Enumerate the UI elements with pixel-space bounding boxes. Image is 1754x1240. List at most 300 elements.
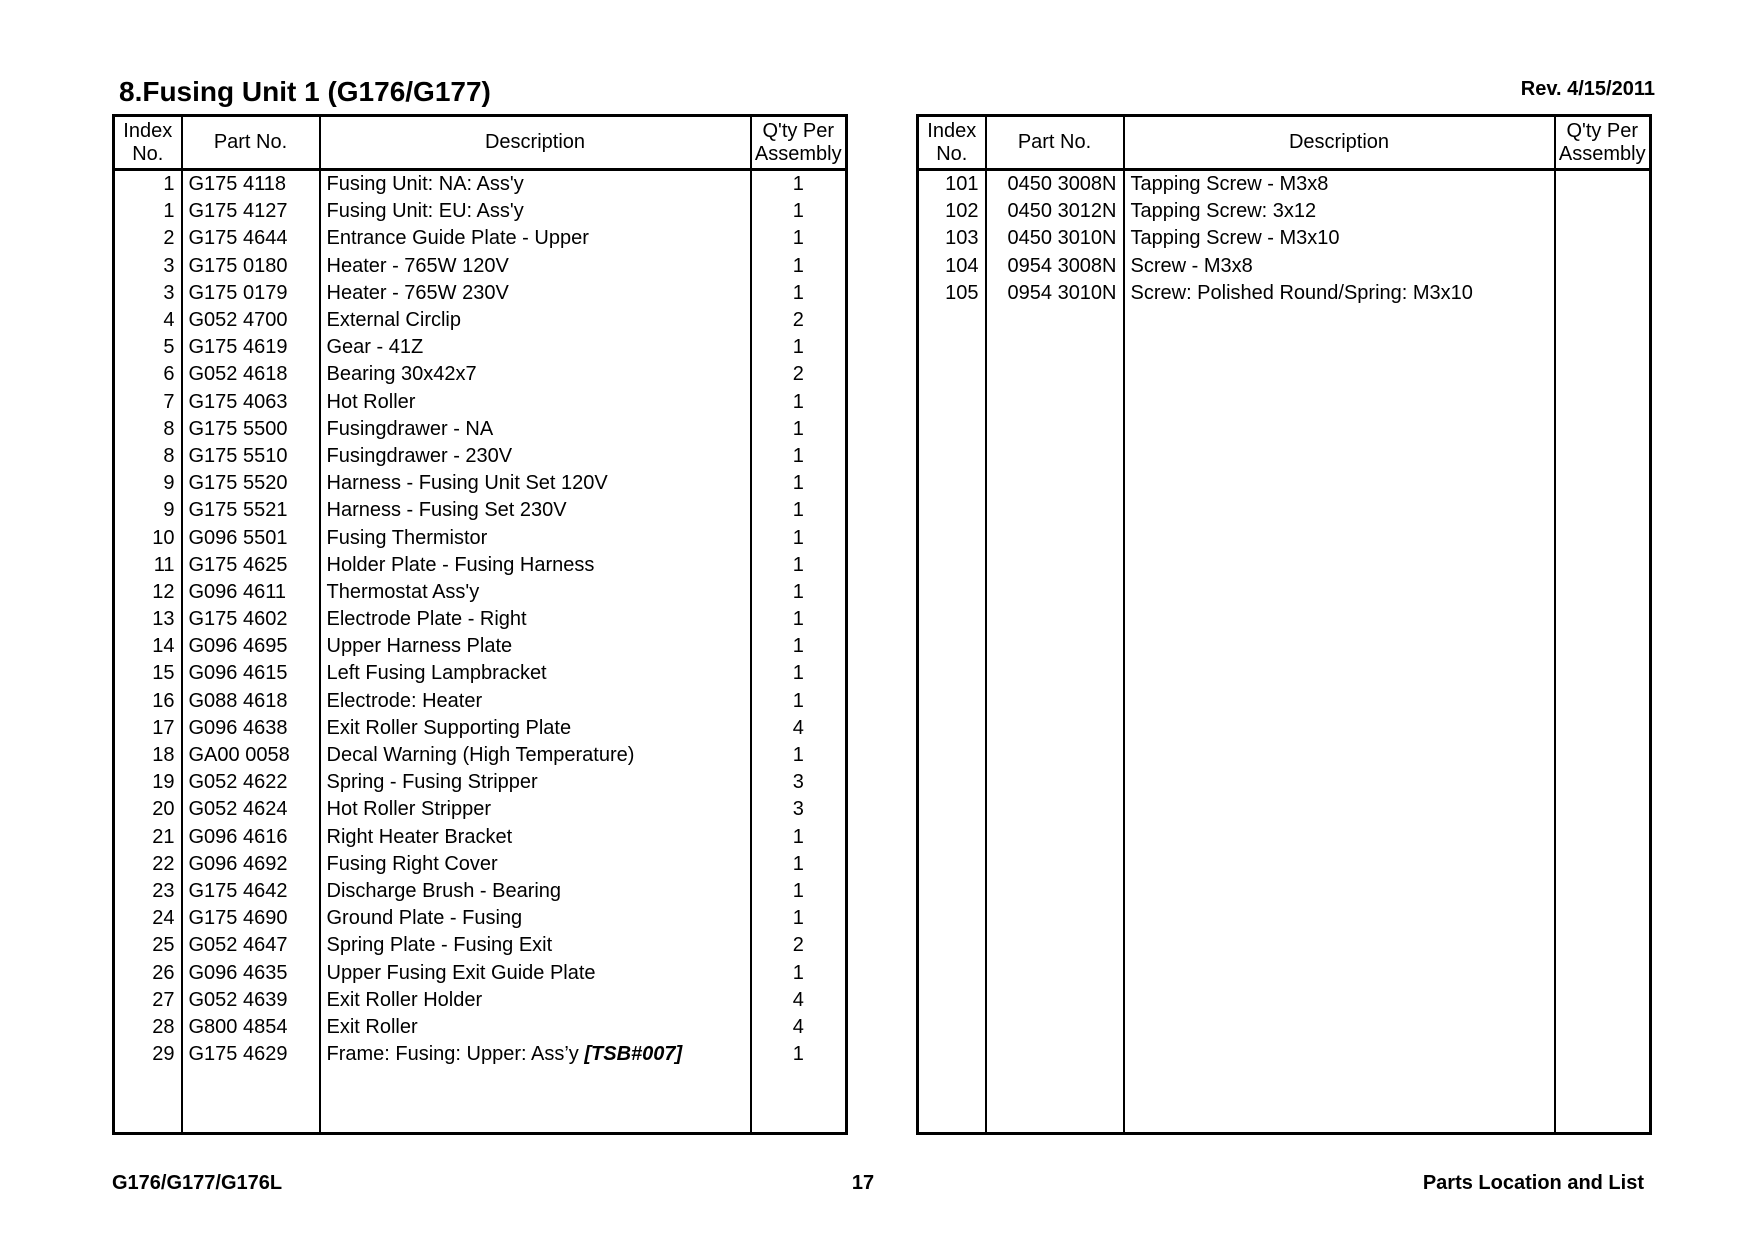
part-number-cell: G052 4624 bbox=[182, 796, 320, 823]
qty-cell bbox=[1555, 824, 1651, 851]
description-text: Hot Roller Stripper bbox=[326, 798, 492, 821]
index-cell: 18 bbox=[152, 744, 175, 767]
qty-cell: 3 bbox=[751, 769, 847, 796]
table-row bbox=[114, 170, 847, 199]
table-row bbox=[918, 824, 1651, 851]
part-number-cell bbox=[986, 389, 1124, 416]
qty-cell: 1 bbox=[751, 443, 847, 470]
description-cell bbox=[1124, 824, 1555, 851]
qty-cell: 1 bbox=[751, 633, 847, 660]
index-cell: 3 bbox=[163, 281, 175, 304]
index-cell: 102 bbox=[945, 200, 979, 223]
part-number-cell bbox=[986, 824, 1124, 851]
table-row bbox=[114, 225, 847, 252]
index-cell: 103 bbox=[945, 227, 979, 250]
description-cell bbox=[320, 497, 751, 524]
index-cell: 7 bbox=[163, 390, 175, 413]
table-row bbox=[114, 987, 847, 1014]
description-cell bbox=[320, 1014, 751, 1041]
description-text: Spring - Fusing Stripper bbox=[326, 771, 538, 794]
table-row bbox=[918, 796, 1651, 823]
description-cell bbox=[1124, 796, 1555, 823]
table-row bbox=[918, 307, 1651, 334]
description-cell bbox=[320, 524, 751, 551]
qty-cell: 1 bbox=[751, 959, 847, 986]
index-cell bbox=[918, 606, 986, 633]
index-cell bbox=[918, 660, 986, 687]
part-number-cell bbox=[986, 715, 1124, 742]
index-cell: 10 bbox=[152, 526, 175, 549]
part-number-cell bbox=[986, 307, 1124, 334]
footer-page-number: 17 bbox=[851, 1172, 875, 1194]
qty-cell bbox=[1555, 334, 1651, 361]
part-number-cell: G175 4644 bbox=[182, 225, 320, 252]
part-number-cell: G096 4611 bbox=[182, 579, 320, 606]
table-row bbox=[114, 389, 847, 416]
description-text: Electrode Plate - Right bbox=[326, 608, 527, 631]
revision-date: Rev. 4/15/2011 bbox=[1520, 78, 1655, 100]
description-cell bbox=[1124, 742, 1555, 769]
part-number-cell: G088 4618 bbox=[182, 688, 320, 715]
index-cell: 1 bbox=[163, 173, 175, 196]
index-cell bbox=[918, 389, 986, 416]
part-number-cell bbox=[986, 769, 1124, 796]
table-row bbox=[918, 932, 1651, 959]
part-number-cell: G175 5521 bbox=[182, 497, 320, 524]
index-cell: 1 bbox=[163, 200, 175, 223]
description-cell bbox=[320, 688, 751, 715]
description-cell bbox=[320, 742, 751, 769]
table-row bbox=[114, 769, 847, 796]
part-number-cell bbox=[986, 905, 1124, 932]
description-text: Discharge Brush - Bearing bbox=[326, 879, 562, 902]
qty-cell bbox=[1555, 851, 1651, 878]
col-header-part-no: Part No. bbox=[182, 116, 320, 170]
qty-cell bbox=[1555, 660, 1651, 687]
qty-cell: 1 bbox=[751, 1041, 847, 1068]
description-text: Entrance Guide Plate - Upper bbox=[326, 227, 589, 250]
qty-cell: 1 bbox=[751, 416, 847, 443]
part-number-cell: G175 4602 bbox=[182, 606, 320, 633]
empty-cell bbox=[182, 1068, 320, 1134]
qty-cell bbox=[1555, 769, 1651, 796]
description-cell bbox=[320, 660, 751, 687]
description-text: Upper Fusing Exit Guide Plate bbox=[326, 961, 596, 984]
footer-model: G176/G177/G176L bbox=[112, 1172, 283, 1194]
tsb-reference: [TSB#007] bbox=[584, 1043, 683, 1066]
qty-cell: 1 bbox=[751, 878, 847, 905]
part-number-cell bbox=[986, 688, 1124, 715]
table-row bbox=[918, 878, 1651, 905]
description-text: Right Heater Bracket bbox=[326, 825, 513, 848]
table-row bbox=[918, 959, 1651, 986]
table-filler-row bbox=[918, 1068, 1651, 1134]
description-cell bbox=[320, 334, 751, 361]
col-header-qty: Q'ty Per Assembly bbox=[1555, 116, 1651, 170]
parts-table-right bbox=[916, 114, 1652, 1135]
part-number-cell: G096 4615 bbox=[182, 660, 320, 687]
table-row bbox=[114, 280, 847, 307]
table-row bbox=[918, 524, 1651, 551]
part-number-cell: G052 4622 bbox=[182, 769, 320, 796]
description-cell bbox=[1124, 524, 1555, 551]
index-cell bbox=[918, 987, 986, 1014]
qty-cell bbox=[1555, 1041, 1651, 1068]
table-row bbox=[918, 225, 1651, 252]
qty-cell: 1 bbox=[751, 280, 847, 307]
index-cell: 4 bbox=[163, 309, 175, 332]
description-cell bbox=[320, 198, 751, 225]
qty-cell bbox=[1555, 1014, 1651, 1041]
description-cell bbox=[320, 905, 751, 932]
table-row bbox=[114, 1041, 847, 1068]
description-cell bbox=[1124, 253, 1555, 280]
description-cell bbox=[1124, 660, 1555, 687]
qty-cell bbox=[1555, 688, 1651, 715]
table-row bbox=[918, 987, 1651, 1014]
qty-cell: 1 bbox=[751, 742, 847, 769]
part-number-cell: G096 4616 bbox=[182, 824, 320, 851]
description-cell bbox=[1124, 361, 1555, 388]
table-row bbox=[114, 552, 847, 579]
col-header-index: Index No. bbox=[918, 116, 986, 170]
table-row bbox=[114, 742, 847, 769]
part-number-cell bbox=[986, 416, 1124, 443]
description-cell bbox=[320, 633, 751, 660]
description-cell bbox=[1124, 715, 1555, 742]
part-number-cell: 0954 3010N bbox=[986, 280, 1124, 307]
index-cell: 105 bbox=[945, 281, 979, 304]
col-header-index: Index No. bbox=[114, 116, 182, 170]
description-cell bbox=[320, 769, 751, 796]
description-cell bbox=[320, 416, 751, 443]
index-cell bbox=[918, 633, 986, 660]
index-cell bbox=[918, 307, 986, 334]
index-cell bbox=[918, 824, 986, 851]
table-row bbox=[114, 959, 847, 986]
table-row bbox=[114, 361, 847, 388]
index-cell bbox=[918, 932, 986, 959]
description-text: Heater - 765W 230V bbox=[326, 281, 509, 304]
qty-cell: 3 bbox=[751, 796, 847, 823]
index-cell bbox=[918, 688, 986, 715]
index-cell: 9 bbox=[163, 499, 175, 522]
description-cell bbox=[320, 579, 751, 606]
table-row bbox=[918, 1041, 1651, 1068]
description-text: Fusingdrawer - 230V bbox=[326, 444, 513, 467]
qty-cell: 2 bbox=[751, 932, 847, 959]
description-cell bbox=[1124, 878, 1555, 905]
description-cell bbox=[1124, 769, 1555, 796]
index-cell: 22 bbox=[152, 852, 175, 875]
table-row bbox=[114, 497, 847, 524]
table-row bbox=[114, 416, 847, 443]
description-cell bbox=[1124, 334, 1555, 361]
qty-cell: 4 bbox=[751, 715, 847, 742]
part-number-cell: G175 5500 bbox=[182, 416, 320, 443]
table-row bbox=[918, 497, 1651, 524]
description-text: Gear - 41Z bbox=[326, 336, 424, 359]
part-number-cell: G096 4635 bbox=[182, 959, 320, 986]
part-number-cell bbox=[986, 497, 1124, 524]
index-cell: 19 bbox=[152, 771, 175, 794]
index-cell: 23 bbox=[152, 879, 175, 902]
description-cell bbox=[1124, 1014, 1555, 1041]
description-cell bbox=[1124, 851, 1555, 878]
part-number-cell bbox=[986, 552, 1124, 579]
description-text: Screw - M3x8 bbox=[1130, 254, 1253, 277]
parts-table-left bbox=[112, 114, 848, 1135]
table-row bbox=[114, 715, 847, 742]
qty-cell bbox=[1555, 225, 1651, 252]
index-cell bbox=[918, 470, 986, 497]
qty-cell bbox=[1555, 389, 1651, 416]
table-row bbox=[918, 389, 1651, 416]
part-number-cell bbox=[986, 959, 1124, 986]
qty-cell: 2 bbox=[751, 361, 847, 388]
qty-cell: 2 bbox=[751, 307, 847, 334]
index-cell: 3 bbox=[163, 254, 175, 277]
part-number-cell: G175 4619 bbox=[182, 334, 320, 361]
index-cell bbox=[918, 443, 986, 470]
empty-cell bbox=[986, 1068, 1124, 1134]
index-cell bbox=[918, 497, 986, 524]
description-cell bbox=[1124, 905, 1555, 932]
table-row bbox=[918, 470, 1651, 497]
qty-cell bbox=[1555, 959, 1651, 986]
part-number-cell: G096 4695 bbox=[182, 633, 320, 660]
description-cell bbox=[320, 878, 751, 905]
description-text: Fusingdrawer - NA bbox=[326, 417, 494, 440]
description-cell bbox=[320, 796, 751, 823]
table-row bbox=[114, 443, 847, 470]
description-text: Harness - Fusing Unit Set 120V bbox=[326, 472, 608, 495]
description-cell bbox=[1124, 389, 1555, 416]
index-cell: 11 bbox=[153, 553, 175, 576]
qty-cell: 1 bbox=[751, 470, 847, 497]
description-text: Hot Roller bbox=[326, 390, 416, 413]
qty-cell: 1 bbox=[751, 497, 847, 524]
index-cell: 26 bbox=[152, 961, 175, 984]
table-row bbox=[114, 633, 847, 660]
index-cell bbox=[918, 742, 986, 769]
index-cell bbox=[918, 416, 986, 443]
description-cell bbox=[1124, 633, 1555, 660]
empty-cell bbox=[751, 1068, 847, 1134]
index-cell: 2 bbox=[163, 227, 175, 250]
index-cell bbox=[918, 1041, 986, 1068]
index-cell bbox=[918, 769, 986, 796]
description-cell bbox=[1124, 170, 1555, 199]
table-row bbox=[114, 1014, 847, 1041]
index-cell: 17 bbox=[152, 716, 175, 739]
empty-cell bbox=[320, 1068, 751, 1134]
part-number-cell bbox=[986, 660, 1124, 687]
table-row bbox=[114, 579, 847, 606]
index-cell bbox=[918, 959, 986, 986]
col-header-description: Description bbox=[1124, 116, 1555, 170]
col-header-description: Description bbox=[320, 116, 751, 170]
qty-cell bbox=[1555, 796, 1651, 823]
description-text: Spring Plate - Fusing Exit bbox=[326, 934, 553, 957]
table-row bbox=[114, 796, 847, 823]
qty-cell bbox=[1555, 170, 1651, 199]
index-cell: 14 bbox=[152, 635, 175, 658]
qty-cell: 1 bbox=[751, 660, 847, 687]
part-number-cell bbox=[986, 987, 1124, 1014]
index-cell: 29 bbox=[152, 1043, 175, 1066]
part-number-cell bbox=[986, 443, 1124, 470]
table-row bbox=[114, 905, 847, 932]
index-cell: 28 bbox=[152, 1015, 175, 1038]
description-text: Exit Roller bbox=[326, 1015, 418, 1038]
qty-cell: 1 bbox=[751, 824, 847, 851]
description-text: Fusing Unit: NA: Ass'y bbox=[326, 173, 524, 196]
part-number-cell: G052 4700 bbox=[182, 307, 320, 334]
description-text: Heater - 765W 120V bbox=[326, 254, 509, 277]
description-cell bbox=[1124, 552, 1555, 579]
footer-section: Parts Location and List bbox=[1422, 1172, 1644, 1194]
qty-cell: 1 bbox=[751, 225, 847, 252]
description-cell bbox=[1124, 225, 1555, 252]
qty-cell bbox=[1555, 470, 1651, 497]
description-cell bbox=[1124, 443, 1555, 470]
description-text: Bearing 30x42x7 bbox=[326, 363, 477, 386]
table-header-row bbox=[918, 116, 1651, 170]
qty-cell bbox=[1555, 715, 1651, 742]
index-cell: 8 bbox=[163, 444, 175, 467]
table-row bbox=[114, 660, 847, 687]
description-cell bbox=[320, 307, 751, 334]
table-row bbox=[918, 742, 1651, 769]
table-row bbox=[918, 416, 1651, 443]
description-text: Holder Plate - Fusing Harness bbox=[326, 553, 595, 576]
part-number-cell: G175 0180 bbox=[182, 253, 320, 280]
qty-cell bbox=[1555, 307, 1651, 334]
index-cell bbox=[918, 715, 986, 742]
qty-cell bbox=[1555, 905, 1651, 932]
table-row bbox=[114, 688, 847, 715]
description-cell bbox=[320, 225, 751, 252]
qty-cell bbox=[1555, 416, 1651, 443]
col-header-part-no: Part No. bbox=[986, 116, 1124, 170]
description-cell bbox=[320, 470, 751, 497]
table-row bbox=[918, 633, 1651, 660]
table-row bbox=[114, 606, 847, 633]
qty-cell: 4 bbox=[751, 1014, 847, 1041]
table-row bbox=[918, 443, 1651, 470]
description-text: Electrode: Heater bbox=[326, 689, 483, 712]
qty-cell: 4 bbox=[751, 987, 847, 1014]
description-text: Tapping Screw - M3x10 bbox=[1130, 227, 1340, 250]
qty-cell bbox=[1555, 198, 1651, 225]
index-cell bbox=[918, 851, 986, 878]
qty-cell: 1 bbox=[751, 688, 847, 715]
part-number-cell bbox=[986, 606, 1124, 633]
qty-cell bbox=[1555, 280, 1651, 307]
description-text: Ground Plate - Fusing bbox=[326, 907, 523, 930]
description-cell bbox=[320, 987, 751, 1014]
index-cell bbox=[918, 796, 986, 823]
description-cell bbox=[1124, 932, 1555, 959]
description-text: External Circlip bbox=[326, 309, 461, 332]
part-number-cell: G052 4618 bbox=[182, 361, 320, 388]
table-row bbox=[918, 769, 1651, 796]
qty-cell bbox=[1555, 987, 1651, 1014]
description-cell bbox=[1124, 470, 1555, 497]
qty-cell bbox=[1555, 253, 1651, 280]
qty-cell bbox=[1555, 443, 1651, 470]
page-title: 8.Fusing Unit 1 (G176/G177) bbox=[119, 76, 491, 107]
qty-cell: 1 bbox=[751, 253, 847, 280]
table-row bbox=[918, 851, 1651, 878]
qty-cell: 1 bbox=[751, 579, 847, 606]
qty-cell: 1 bbox=[751, 606, 847, 633]
index-cell: 12 bbox=[152, 580, 175, 603]
description-text: Screw: Polished Round/Spring: M3x10 bbox=[1130, 281, 1473, 304]
part-number-cell: G052 4639 bbox=[182, 987, 320, 1014]
description-cell bbox=[1124, 280, 1555, 307]
part-number-cell bbox=[986, 796, 1124, 823]
qty-cell bbox=[1555, 633, 1651, 660]
part-number-cell: 0450 3010N bbox=[986, 225, 1124, 252]
qty-cell bbox=[1555, 878, 1651, 905]
index-cell: 21 bbox=[152, 825, 175, 848]
index-cell: 24 bbox=[152, 907, 175, 930]
part-number-cell: GA00 0058 bbox=[182, 742, 320, 769]
description-cell bbox=[320, 280, 751, 307]
part-number-cell bbox=[986, 470, 1124, 497]
description-cell bbox=[1124, 688, 1555, 715]
index-cell bbox=[918, 361, 986, 388]
col-header-qty: Q'ty Per Assembly bbox=[751, 116, 847, 170]
qty-cell: 1 bbox=[751, 851, 847, 878]
description-cell bbox=[320, 552, 751, 579]
description-text: Fusing Thermistor bbox=[326, 526, 488, 549]
part-number-cell: 0450 3012N bbox=[986, 198, 1124, 225]
table-filler-row bbox=[114, 1068, 847, 1134]
qty-cell bbox=[1555, 361, 1651, 388]
index-cell: 5 bbox=[163, 336, 175, 359]
index-cell bbox=[918, 524, 986, 551]
index-cell: 8 bbox=[163, 417, 175, 440]
part-number-cell: 0954 3008N bbox=[986, 253, 1124, 280]
description-text: Fusing Unit: EU: Ass'y bbox=[326, 200, 524, 223]
empty-cell bbox=[1555, 1068, 1651, 1134]
qty-cell: 1 bbox=[751, 552, 847, 579]
part-number-cell: G175 4118 bbox=[182, 170, 320, 199]
description-text: Exit Roller Supporting Plate bbox=[326, 716, 572, 739]
description-cell bbox=[320, 959, 751, 986]
table-header-row bbox=[114, 116, 847, 170]
description-text: Frame: Fusing: Upper: Ass’y bbox=[326, 1043, 579, 1066]
part-number-cell: G096 4638 bbox=[182, 715, 320, 742]
index-cell: 16 bbox=[152, 689, 175, 712]
description-text: Left Fusing Lampbracket bbox=[326, 662, 547, 685]
description-text: Fusing Right Cover bbox=[326, 852, 498, 875]
qty-cell: 1 bbox=[751, 170, 847, 199]
table-row bbox=[114, 253, 847, 280]
index-cell bbox=[918, 905, 986, 932]
description-cell bbox=[320, 851, 751, 878]
qty-cell: 1 bbox=[751, 198, 847, 225]
part-number-cell: G175 4642 bbox=[182, 878, 320, 905]
description-cell bbox=[1124, 579, 1555, 606]
qty-cell: 1 bbox=[751, 524, 847, 551]
part-number-cell: G175 0179 bbox=[182, 280, 320, 307]
part-number-cell: G175 5510 bbox=[182, 443, 320, 470]
empty-cell bbox=[1124, 1068, 1555, 1134]
